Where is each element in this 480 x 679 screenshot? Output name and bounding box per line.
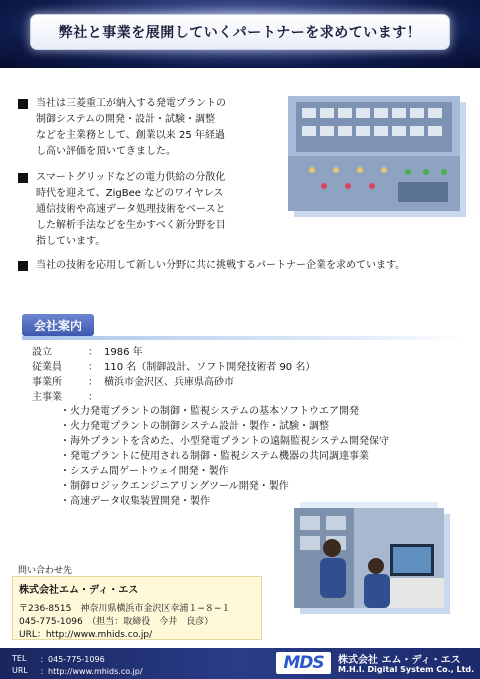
contact-address: 〒236-8515 神奈川県横浜市金沢区幸浦１−８−１ xyxy=(19,604,231,614)
page-title: 弊社と事業を展開していくパートナーを求めています！ xyxy=(58,25,422,41)
intro-text-1: 当社は三菱重工が納入する発電プラントの 制御システムの開発・設計・試験・調整 などを主業務として、創業以来 25 年経過 し高い評価を頂いてきました。 xyxy=(36,98,226,157)
business-item: ・高速データ収集装置開発・製作 xyxy=(60,496,210,507)
header-banner-bg xyxy=(0,0,480,68)
info-row-employees: 従業員 ： 110 名（制御設計、ソフト開発技術者 90 名） xyxy=(32,362,316,373)
intro-text-3: 当社の技術を応用して新しい分野に共に挑戦するパートナー企業を求めています。 xyxy=(36,260,406,271)
intro-item-2 xyxy=(18,170,226,250)
business-item: ・火力発電プラントの制御・監視システムの基本ソフトウエア開発 xyxy=(60,406,359,417)
square-bullet-icon xyxy=(18,99,28,109)
footer-company-en: M.H.I. Digital System Co., Ltd. xyxy=(338,665,475,674)
business-item: ・発電プラントに使用される制御・監視システム機器の共同調達事業 xyxy=(60,451,369,462)
contact-company: 株式会社エム・ディ・エス xyxy=(19,585,139,596)
engineers-photo xyxy=(294,508,444,608)
square-bullet-icon xyxy=(18,173,28,183)
control-panel-photo xyxy=(288,96,460,211)
mds-logo: MDS xyxy=(276,652,331,674)
info-row-offices: 事業所 ： 横浜市金沢区、兵庫県高砂市 xyxy=(32,377,234,388)
intro-text-2: スマートグリッドなどの電力供給の分散化 時代を迎えて、ZigBee などのワイヤレス 通信技術や高速データ処理技術をベースと した解析手法などを生かすべく新分野を目 指しています。 xyxy=(36,172,226,247)
intro-item-1 xyxy=(18,96,226,160)
header-title-box xyxy=(30,14,450,50)
business-item: ・システム間ゲートウェイ開発・製作 xyxy=(60,466,229,477)
footer-company-jp: 株式会社 エム・ディ・エス xyxy=(338,655,461,666)
business-item: ・海外プラントを含めた、小型発電プラントの遠隔監視システム開発保守 xyxy=(60,436,389,447)
contact-box xyxy=(12,576,262,640)
info-row-founded: 設立 ： 1986 年 xyxy=(32,347,143,358)
business-item: ・制御ロジックエンジニアリングツール開発・製作 xyxy=(60,481,289,492)
contact-heading: 問い合わせ先 xyxy=(18,566,73,576)
business-item: ・火力発電プラントの制御システム設計・製作・試験・調整 xyxy=(60,421,329,432)
contact-url[interactable]: URL：http://www.mhids.co.jp/ xyxy=(19,630,153,640)
footer-url[interactable]: URL ：http://www.mhids.co.jp/ xyxy=(12,666,143,676)
intro-item-3 xyxy=(18,258,405,274)
square-bullet-icon xyxy=(18,261,28,271)
contact-phone: 045-775-1096 （担当：取締役 今井 良彦） xyxy=(19,617,214,627)
footer-tel: TEL ：045-775-1096 xyxy=(12,654,105,664)
info-row-business: 主事業 ： xyxy=(32,392,98,403)
section-divider xyxy=(22,336,462,340)
company-section-heading: 会社案内 xyxy=(22,314,94,336)
